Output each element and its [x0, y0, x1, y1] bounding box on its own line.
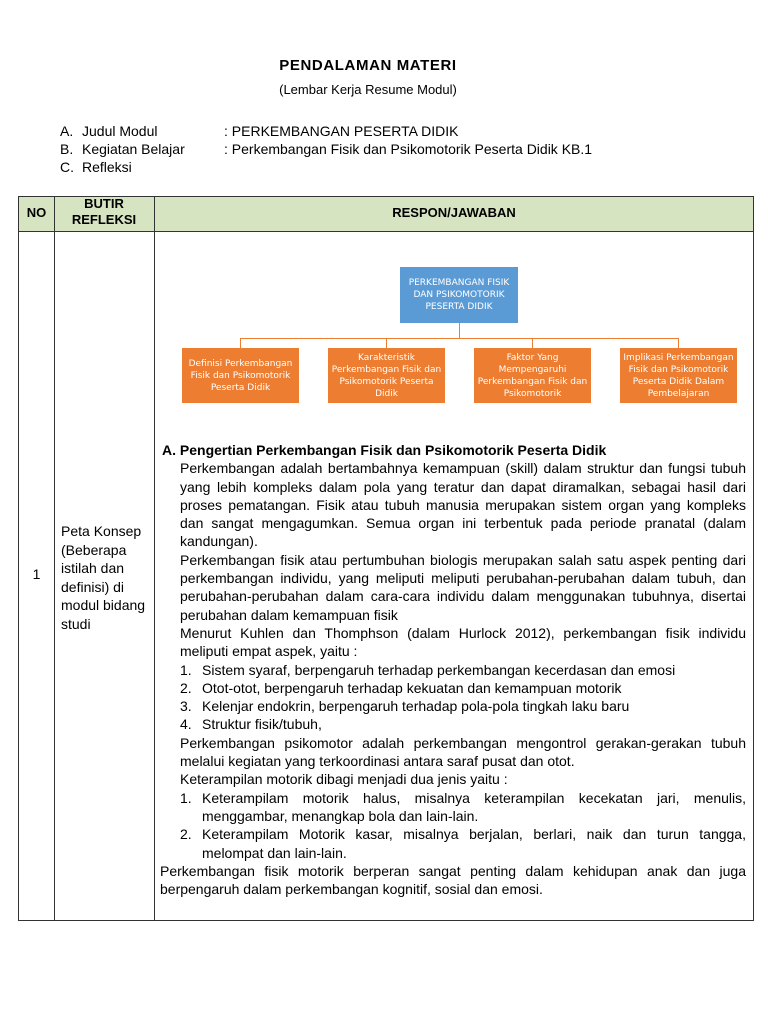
list-number: 1. — [180, 661, 192, 678]
meta-value: : Perkembangan Fisik dan Psikomotorik Peserta Didik KB.1 — [224, 141, 593, 157]
concept-map-connector — [386, 338, 387, 348]
table-col-divider — [154, 196, 155, 921]
list-number: 2. — [180, 679, 192, 696]
list-item — [160, 715, 746, 733]
list-text: Otot-otot, berpengaruh terhadap kekuatan dan kemampuan motorik — [202, 679, 622, 696]
paragraph: Keterampilan motorik dibagi menjadi dua jenis yaitu : — [180, 771, 508, 788]
list-number: 3. — [180, 698, 192, 715]
concept-map-root: PERKEMBANGAN FISIK DAN PSIKOMOTORIK PESERTA DIDIK — [400, 267, 518, 323]
list-item — [160, 679, 746, 697]
meta-value: : PERKEMBANGAN PESERTA DIDIK — [224, 123, 459, 139]
paragraph: Perkembangan adalah bertambahnya kemampuan (skill) dalam struktur dan fungsi tubuh yang lebih kompleks dalam pola yang teratur dan dapat diramalkan, sebagai hasil dari proses pematangan. Fisik atau tubuh manusia merupakan sistem organ yang kompleks dan sangat mengagumkan. Semua organ ini terbentuk pada periode pranatal (dalam kandungan). — [180, 460, 746, 550]
list-number: 1. — [180, 789, 192, 806]
list-text: Keterampilam motorik halus, misalnya keterampilan kecekatan jari, menulis, menggambar, menangkap bola dan lain-lain. — [202, 789, 746, 824]
meta-letter: C. — [60, 159, 74, 175]
list-item — [160, 661, 746, 679]
header-butir-refleksi: BUTIR REFLEKSI — [71, 196, 137, 227]
list-item — [160, 825, 746, 862]
response-content — [160, 441, 746, 898]
list-item — [160, 789, 746, 826]
concept-map-connector — [240, 338, 679, 339]
list-text: Struktur fisik/tubuh, — [202, 716, 322, 733]
concept-map-node-definisi: Definisi Perkembangan Fisik dan Psikomotorik Peserta Didik — [182, 348, 299, 403]
table-border-left — [18, 196, 19, 921]
header-no: NO — [26, 205, 47, 220]
meta-label: Kegiatan Belajar — [82, 141, 185, 157]
header-respon-jawaban: RESPON/JAWABAN — [392, 205, 516, 220]
page-subtitle: (Lembar Kerja Resume Modul) — [279, 82, 457, 97]
row-number: 1 — [32, 566, 41, 582]
table-border-right — [753, 196, 754, 921]
concept-map-node-implikasi: Implikasi Perkembangan Fisik dan Psikomotorik Peserta Didik Dalam Pembelajaran — [620, 348, 737, 403]
page-title: PENDALAMAN MATERI — [279, 57, 457, 74]
concept-map-connector — [678, 338, 679, 348]
table-col-divider — [54, 196, 55, 921]
list-text: Kelenjar endokrin, berpengaruh terhadap pola-pola tingkah laku baru — [202, 698, 630, 715]
section-heading: A. Pengertian Perkembangan Fisik dan Psikomotorik Peserta Didik — [162, 442, 607, 458]
concept-map-connector — [532, 338, 533, 348]
concept-map-node-faktor: Faktor Yang Mempengaruhi Perkembangan Fisik dan Psikomotorik — [474, 348, 591, 403]
list-text: Sistem syaraf, berpengaruh terhadap perkembangan kecerdasan dan emosi — [202, 661, 676, 678]
table-header-divider — [18, 231, 754, 232]
list-text: Keterampilam Motorik kasar, misalnya berjalan, berlari, naik dan turun tangga, melompat dan lain-lain. — [202, 826, 746, 861]
table-border-bottom — [18, 920, 754, 921]
concept-map-connector — [240, 338, 241, 348]
paragraph: Menurut Kuhlen dan Thomphson (dalam Hurlock 2012), perkembangan fisik individu meliputi empat aspek, yaitu : — [180, 624, 746, 660]
meta-label: Refleksi — [82, 159, 132, 175]
list-number: 2. — [180, 826, 192, 843]
meta-letter: A. — [60, 123, 74, 139]
concept-map-node-karakteristik: Karakteristik Perkembangan Fisik dan Psikomotorik Peserta Didik — [328, 348, 445, 403]
list-item — [160, 697, 746, 715]
meta-letter: B. — [60, 141, 74, 157]
paragraph: Perkembangan fisik motorik berperan sangat penting dalam kehidupan anak dan juga berpengaruh dalam perkembangan kognitif, sosial dan emosi. — [160, 862, 746, 898]
paragraph: Perkembangan psikomotor adalah perkembangan mengontrol gerakan-gerakan tubuh melalui kegiatan yang terkoordinasi antara saraf pusat dan otot. — [180, 734, 746, 770]
list-number: 4. — [180, 716, 192, 733]
concept-map-connector — [459, 323, 460, 338]
row-butir-refleksi: Peta Konsep (Beberapa istilah dan definisi) di modul bidang studi — [61, 523, 146, 632]
meta-label: Judul Modul — [82, 123, 158, 139]
paragraph: Perkembangan fisik atau pertumbuhan biologis merupakan salah satu aspek penting dari perkembangan individu, yang meliputi meliputi perubahan-perubahan dalam tubuh, dan perubahan-perubahan dalam cara-cara individu dalam menggunakan tubuhnya, disertai perubahan dalam kemampuan fisik — [180, 551, 746, 623]
